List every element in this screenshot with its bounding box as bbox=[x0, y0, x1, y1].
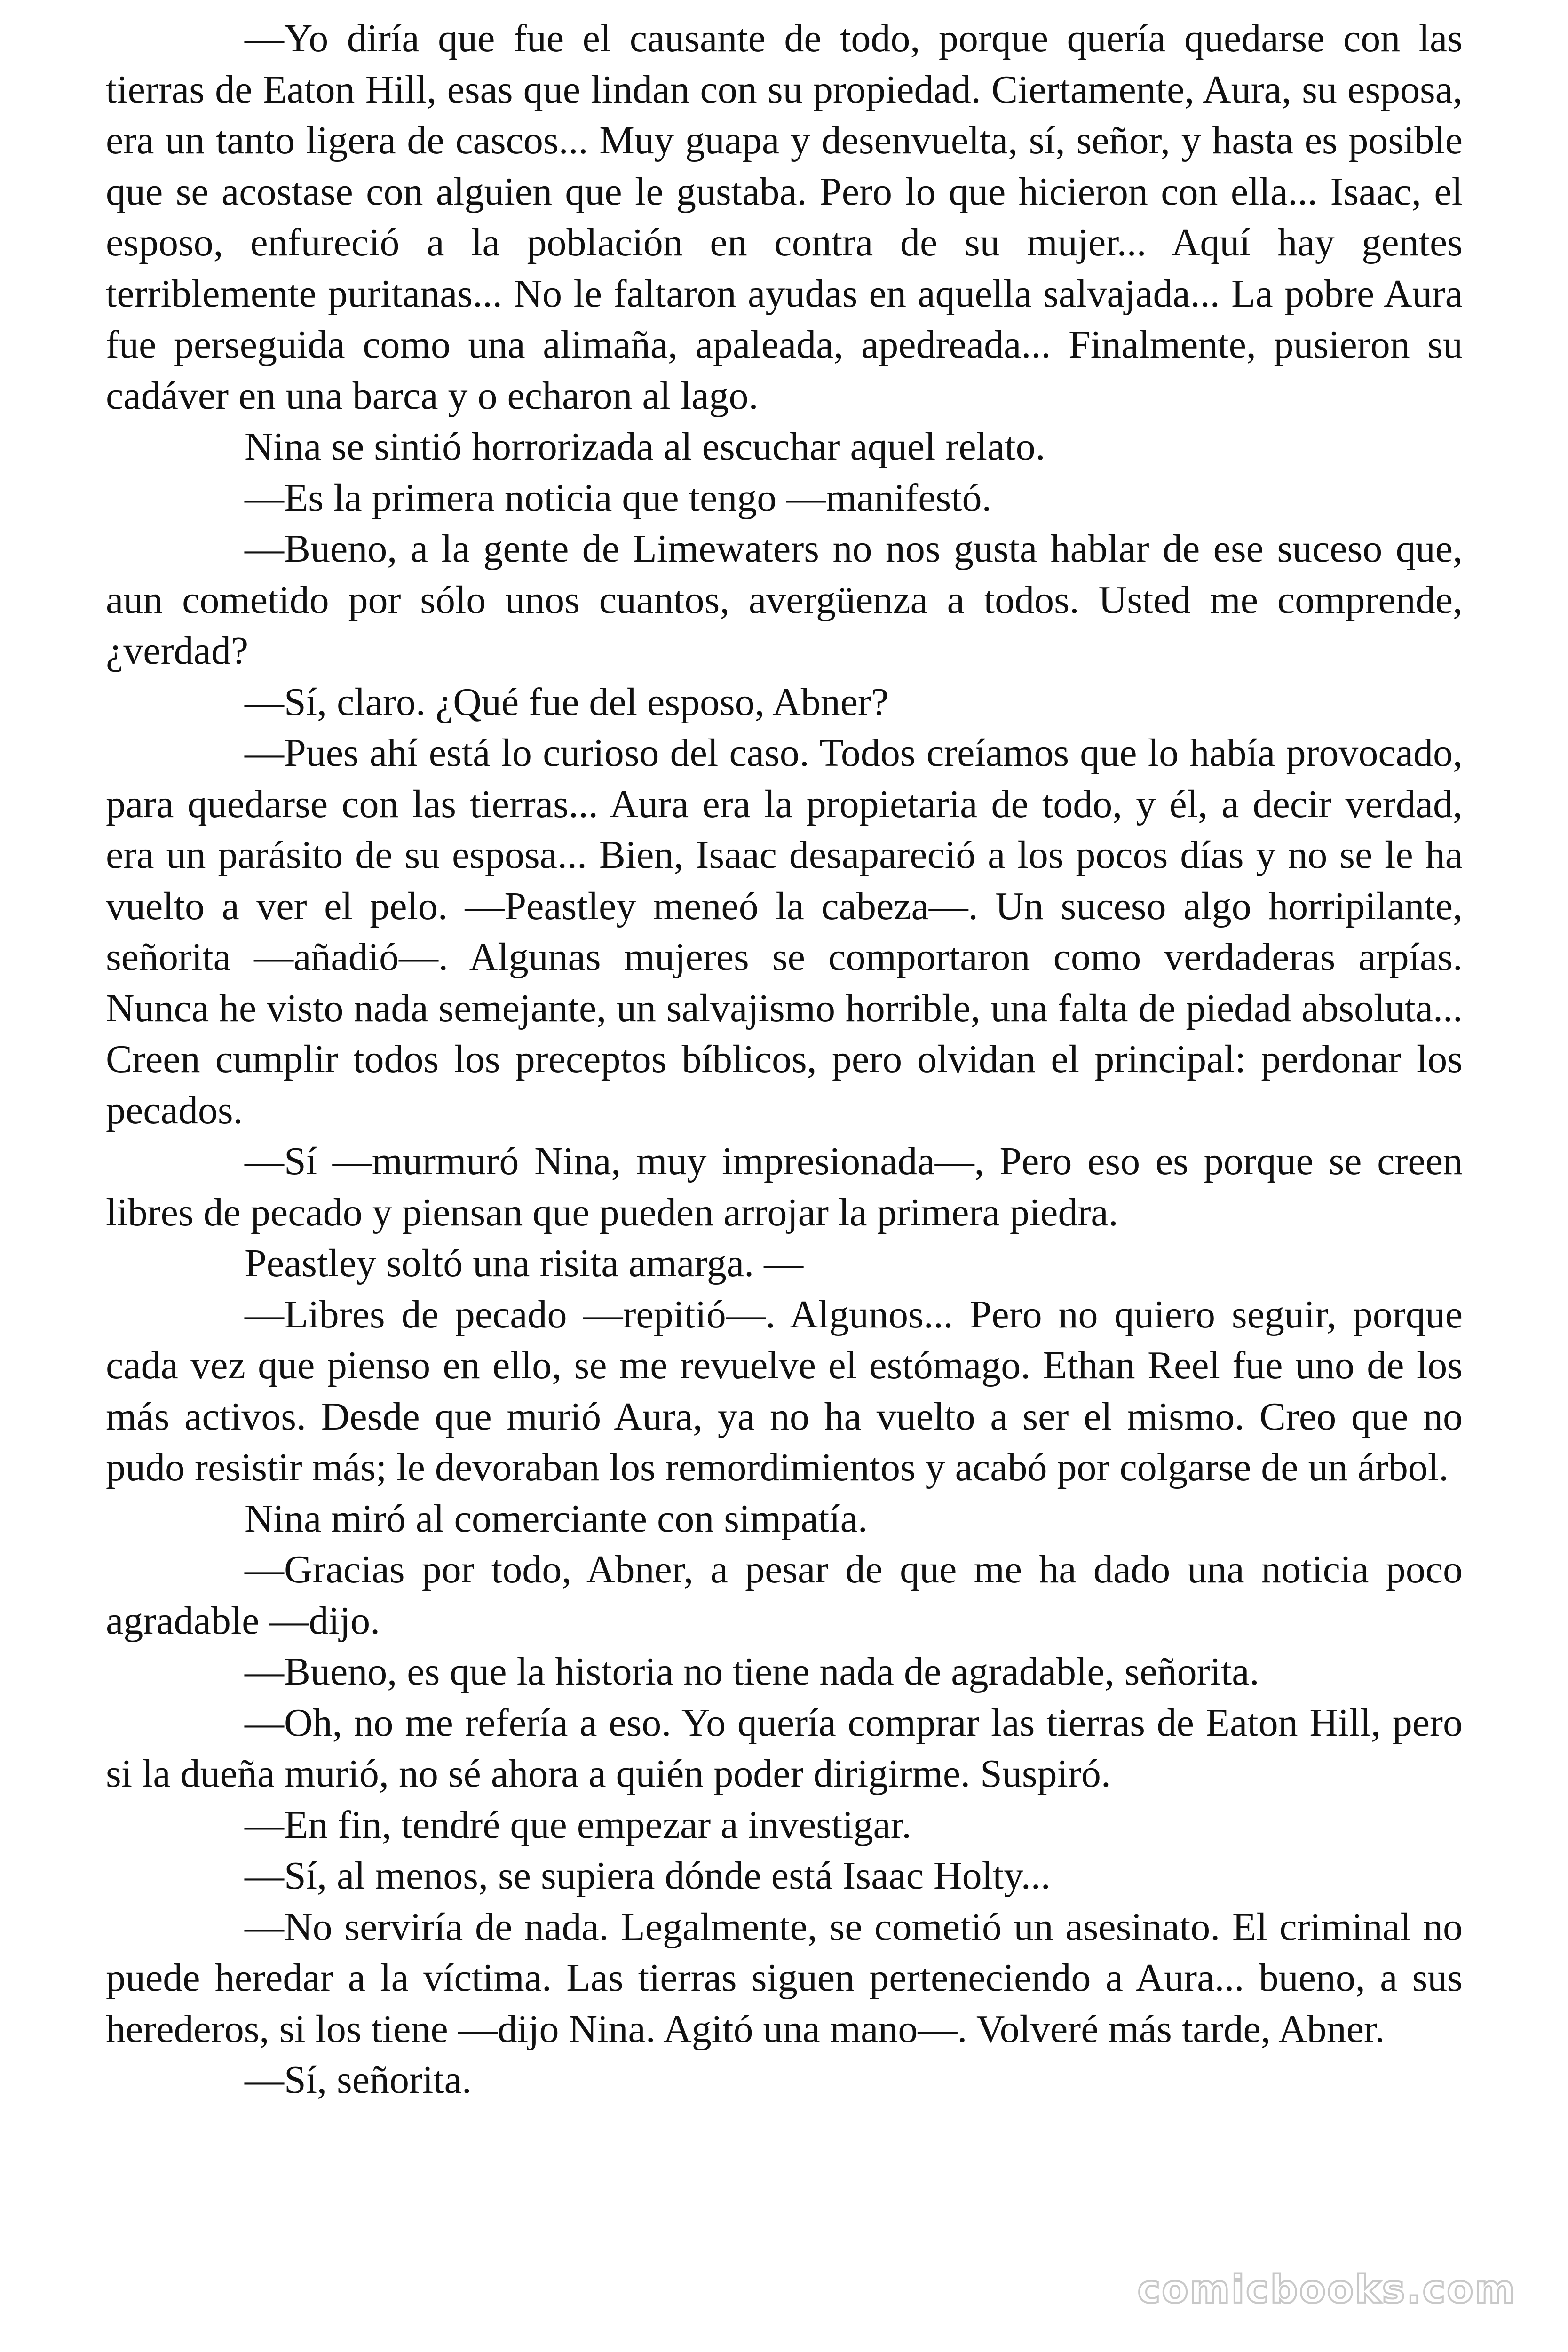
paragraph: —Gracias por todo, Abner, a pesar de que me ha dado una noticia poco agradable —dijo. bbox=[106, 1548, 1463, 1643]
paragraph: —En fin, tendré que empezar a investigar. bbox=[245, 1803, 912, 1847]
paragraph: —Sí, señorita. bbox=[245, 2058, 472, 2102]
paragraph: —Sí —murmuró Nina, muy impresionada—, Pero eso es porque se creen libres de pecado y piensan que pueden arrojar la primera piedra. bbox=[106, 1139, 1463, 1234]
paragraph: —Oh, no me refería a eso. Yo quería comprar las tierras de Eaton Hill, pero si la dueña murió, no sé ahora a quién poder dirigirme. Suspiró. bbox=[106, 1700, 1463, 1796]
paragraph: —Sí, al menos, se supiera dónde está Isaac Holty... bbox=[245, 1854, 1051, 1898]
paragraph: Peastley soltó una risita amarga. — bbox=[245, 1241, 804, 1285]
paragraph: —Bueno, es que la historia no tiene nada de agradable, señorita. bbox=[245, 1650, 1259, 1693]
paragraph: —Yo diría que fue el causante de todo, porque quería quedarse con las tierras de Eaton Hill, esas que lindan con su propiedad. Ciertamente, Aura, su esposa, era un tanto ligera de cascos... Muy guapa y desenvuelta, sí, señor, y hasta es posible que se acostase con alguien que le gustaba. Pero lo que hicieron con ella... Isaac, el esposo, enfureció a la población en contra de su mujer... Aquí hay gentes terriblemente puritanas... No le faltaron ayudas en aquella salvajada... La pobre Aura fue perseguida como una alimaña, apaleada, apedreada... Finalmente, pusieron su cadáver en una barca y o echaron al lago. bbox=[106, 16, 1463, 418]
paragraph: —Libres de pecado —repitió—. Algunos... Pero no quiero seguir, porque cada vez que pienso en ello, se me revuelve el estómago. Ethan Reel fue uno de los más activos. Desde que murió Aura, ya no ha vuelto a ser el mismo. Creo que no pudo resistir más; le devoraban los remordimientos y acabó por colgarse de un árbol. bbox=[106, 1292, 1463, 1489]
paragraph: Nina miró al comerciante con simpatía. bbox=[245, 1496, 868, 1541]
paragraph: Nina se sintió horrorizada al escuchar aquel relato. bbox=[245, 425, 1045, 469]
watermark: comicbooks.com bbox=[1137, 2267, 1516, 2312]
book-page bbox=[106, 13, 1463, 2106]
paragraph: —Bueno, a la gente de Limewaters no nos gusta hablar de ese suceso que, aun cometido por sólo unos cuantos, avergüenza a todos. Usted me comprende, ¿verdad? bbox=[106, 527, 1463, 673]
paragraph: —Pues ahí está lo curioso del caso. Todos creíamos que lo había provocado, para quedarse con las tierras... Aura era la propietaria de todo, y él, a decir verdad, era un parásito de su esposa... Bien, Isaac desapareció a los pocos días y no se le ha vuelto a ver el pelo. —Peastley meneó la cabeza—. Un suceso algo horripilante, señorita —añadió—. Algunas mujeres se comportaron como verdaderas arpías. Nunca he visto nada semejante, un salvajismo horrible, una falta de piedad absoluta... Creen cumplir todos los preceptos bíblicos, pero olvidan el principal: perdonar los pecados. bbox=[106, 731, 1463, 1132]
paragraph: —Sí, claro. ¿Qué fue del esposo, Abner? bbox=[245, 680, 889, 724]
paragraph: —Es la primera noticia que tengo —manifestó. bbox=[245, 476, 992, 520]
paragraph: —No serviría de nada. Legalmente, se cometió un asesinato. El criminal no puede heredar a la víctima. Las tierras siguen perteneciendo a Aura... bueno, a sus herederos, si los tiene —dijo Nina. Agitó una mano—. Volveré más tarde, Abner. bbox=[106, 1905, 1463, 2051]
